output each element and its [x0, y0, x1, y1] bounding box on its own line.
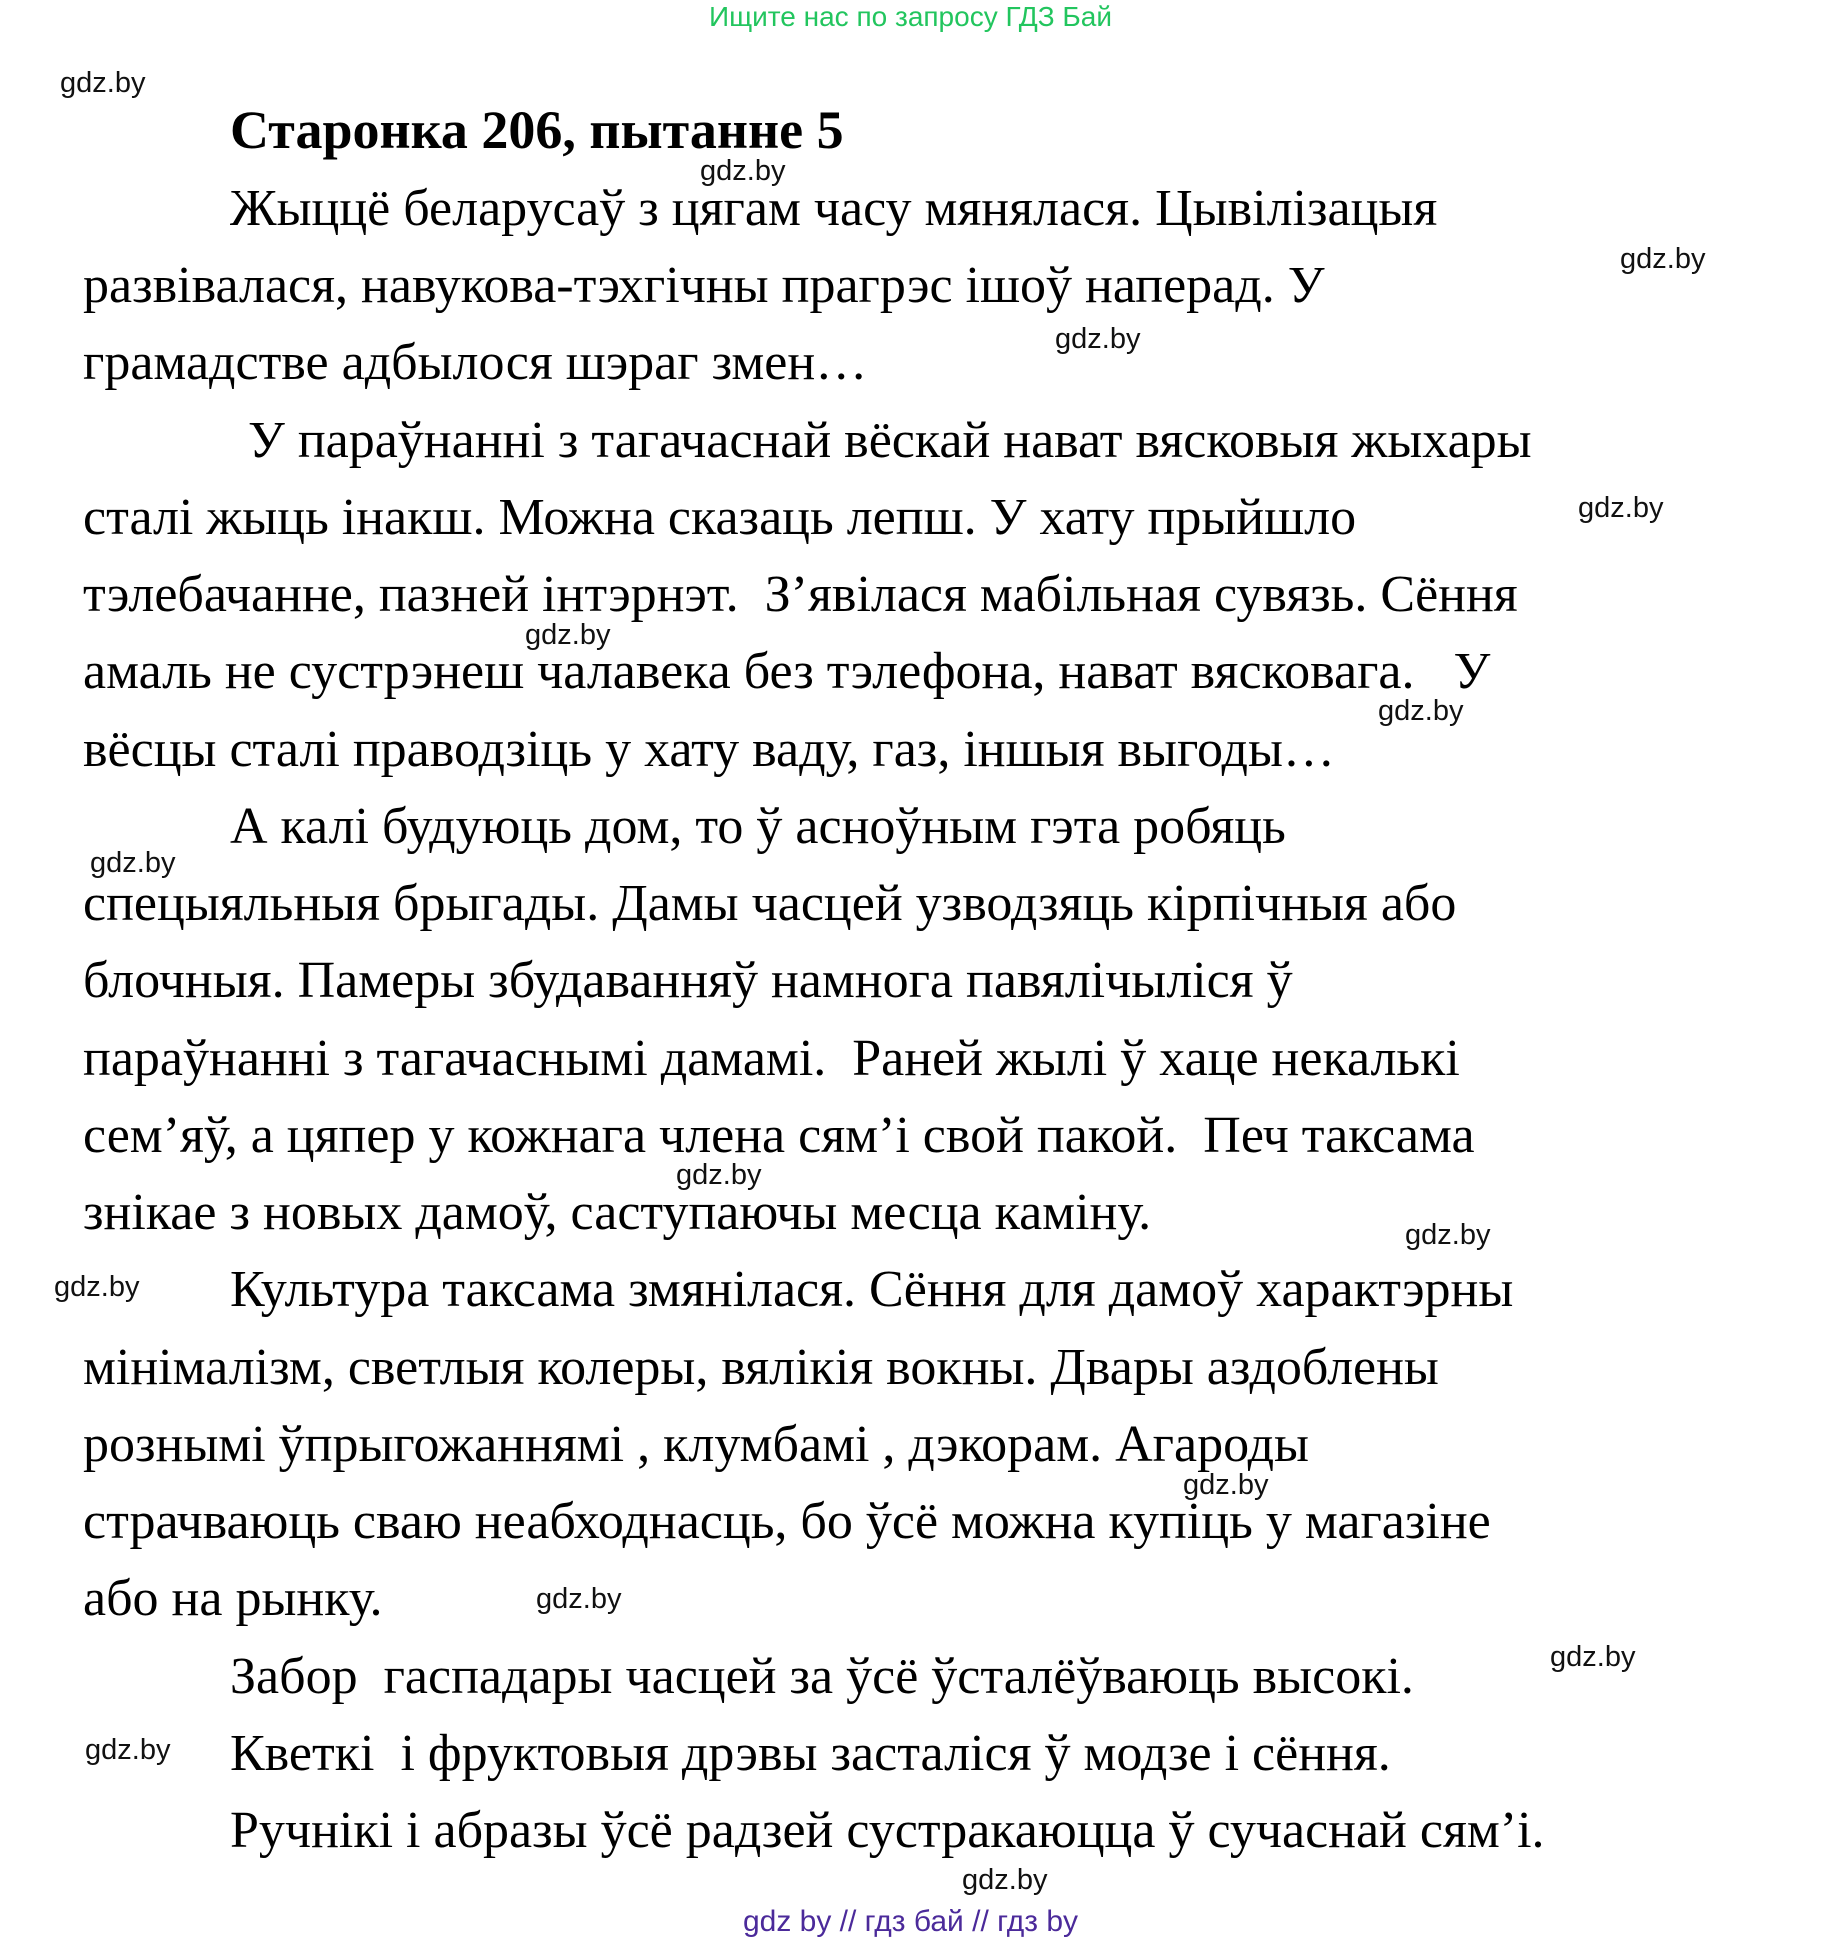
text-line: вёсцы сталі праводзіць у хату ваду, газ, іншыя выгоды…: [83, 721, 1335, 778]
promo-banner: Ищите нас по запросу ГДЗ Бай: [708, 1, 1113, 32]
text-line: знікае з новых дамоў, саступаючы месца каміну.: [83, 1184, 1152, 1241]
watermark: gdz.by: [525, 619, 611, 651]
watermark: gdz.by: [90, 847, 176, 879]
text-line: тэлебачанне, пазней інтэрнэт. З’явілася мабільная сувязь. Сёння: [83, 566, 1518, 623]
watermark: gdz.by: [1620, 243, 1706, 275]
watermark: gdz.by: [962, 1864, 1048, 1896]
watermark: gdz.by: [1183, 1469, 1269, 1501]
text-line: грамадстве адбылося шэраг змен…: [83, 334, 868, 391]
text-line: амаль не сустрэнеш чалавека без тэлефона, нават вясковага. У: [83, 643, 1491, 700]
text-line: сталі жыць інакш. Можна сказаць лепш. У хату прыйшло: [83, 489, 1357, 546]
text-line: блочныя. Памеры збудаванняў намнога павялічыліся ў: [83, 952, 1293, 1009]
text-line: Жыццё беларусаў з цягам часу мянялася. Цывілізацыя: [230, 180, 1438, 237]
watermark: gdz.by: [1578, 492, 1664, 524]
text-line: параўнанні з тагачаснымі дамамі. Раней жылі ў хаце некалькі: [83, 1030, 1460, 1087]
watermark: gdz.by: [700, 155, 786, 187]
watermark: gdz.by: [60, 67, 146, 99]
text-line: А калі будуюць дом, то ў асноўным гэта робяць: [230, 798, 1286, 855]
watermark: gdz.by: [676, 1159, 762, 1191]
text-line: Ручнікі і абразы ўсё радзей сустракаюцца ў сучаснай сям’і.: [230, 1802, 1545, 1859]
text-line: Забор гаспадары часцей за ўсё ўсталёўваюць высокі.: [230, 1648, 1414, 1705]
watermark: gdz.by: [1405, 1219, 1491, 1251]
text-line: страчваюць сваю неабходнасць, бо ўсё можна купіць у магазіне: [83, 1493, 1491, 1550]
text-line: У параўнанні з тагачаснай вёскай нават вясковыя жыхары: [248, 412, 1532, 469]
text-line: мінімалізм, светлыя колеры, вялікія вокны. Двары аздоблены: [83, 1339, 1439, 1396]
text-line: сем’яў, а цяпер у кожнага члена сям’і свой пакой. Печ таксама: [83, 1107, 1475, 1164]
text-line: рознымі ўпрыгожаннямі , клумбамі , дэкорам. Агароды: [83, 1416, 1309, 1473]
watermark: gdz.by: [536, 1583, 622, 1615]
text-line: або на рынку.: [83, 1570, 383, 1627]
text-line: Кветкі і фруктовыя дрэвы засталіся ў модзе і сёння.: [230, 1725, 1391, 1782]
page-title: Старонка 206, пытанне 5: [230, 100, 844, 160]
text-line: спецыяльныя брыгады. Дамы часцей узводзяць кірпічныя або: [83, 875, 1457, 932]
footer-links: gdz by // гдз бай // гдз by: [742, 1905, 1079, 1938]
text-line: развівалася, навукова-тэхгічны прагрэс ішоў наперад. У: [83, 257, 1325, 314]
watermark: gdz.by: [1055, 323, 1141, 355]
watermark: gdz.by: [1378, 695, 1464, 727]
watermark: gdz.by: [54, 1271, 140, 1303]
watermark: gdz.by: [85, 1734, 171, 1766]
text-line: Культура таксама змянілася. Сёння для дамоў характэрны: [230, 1261, 1514, 1318]
watermark: gdz.by: [1550, 1641, 1636, 1673]
